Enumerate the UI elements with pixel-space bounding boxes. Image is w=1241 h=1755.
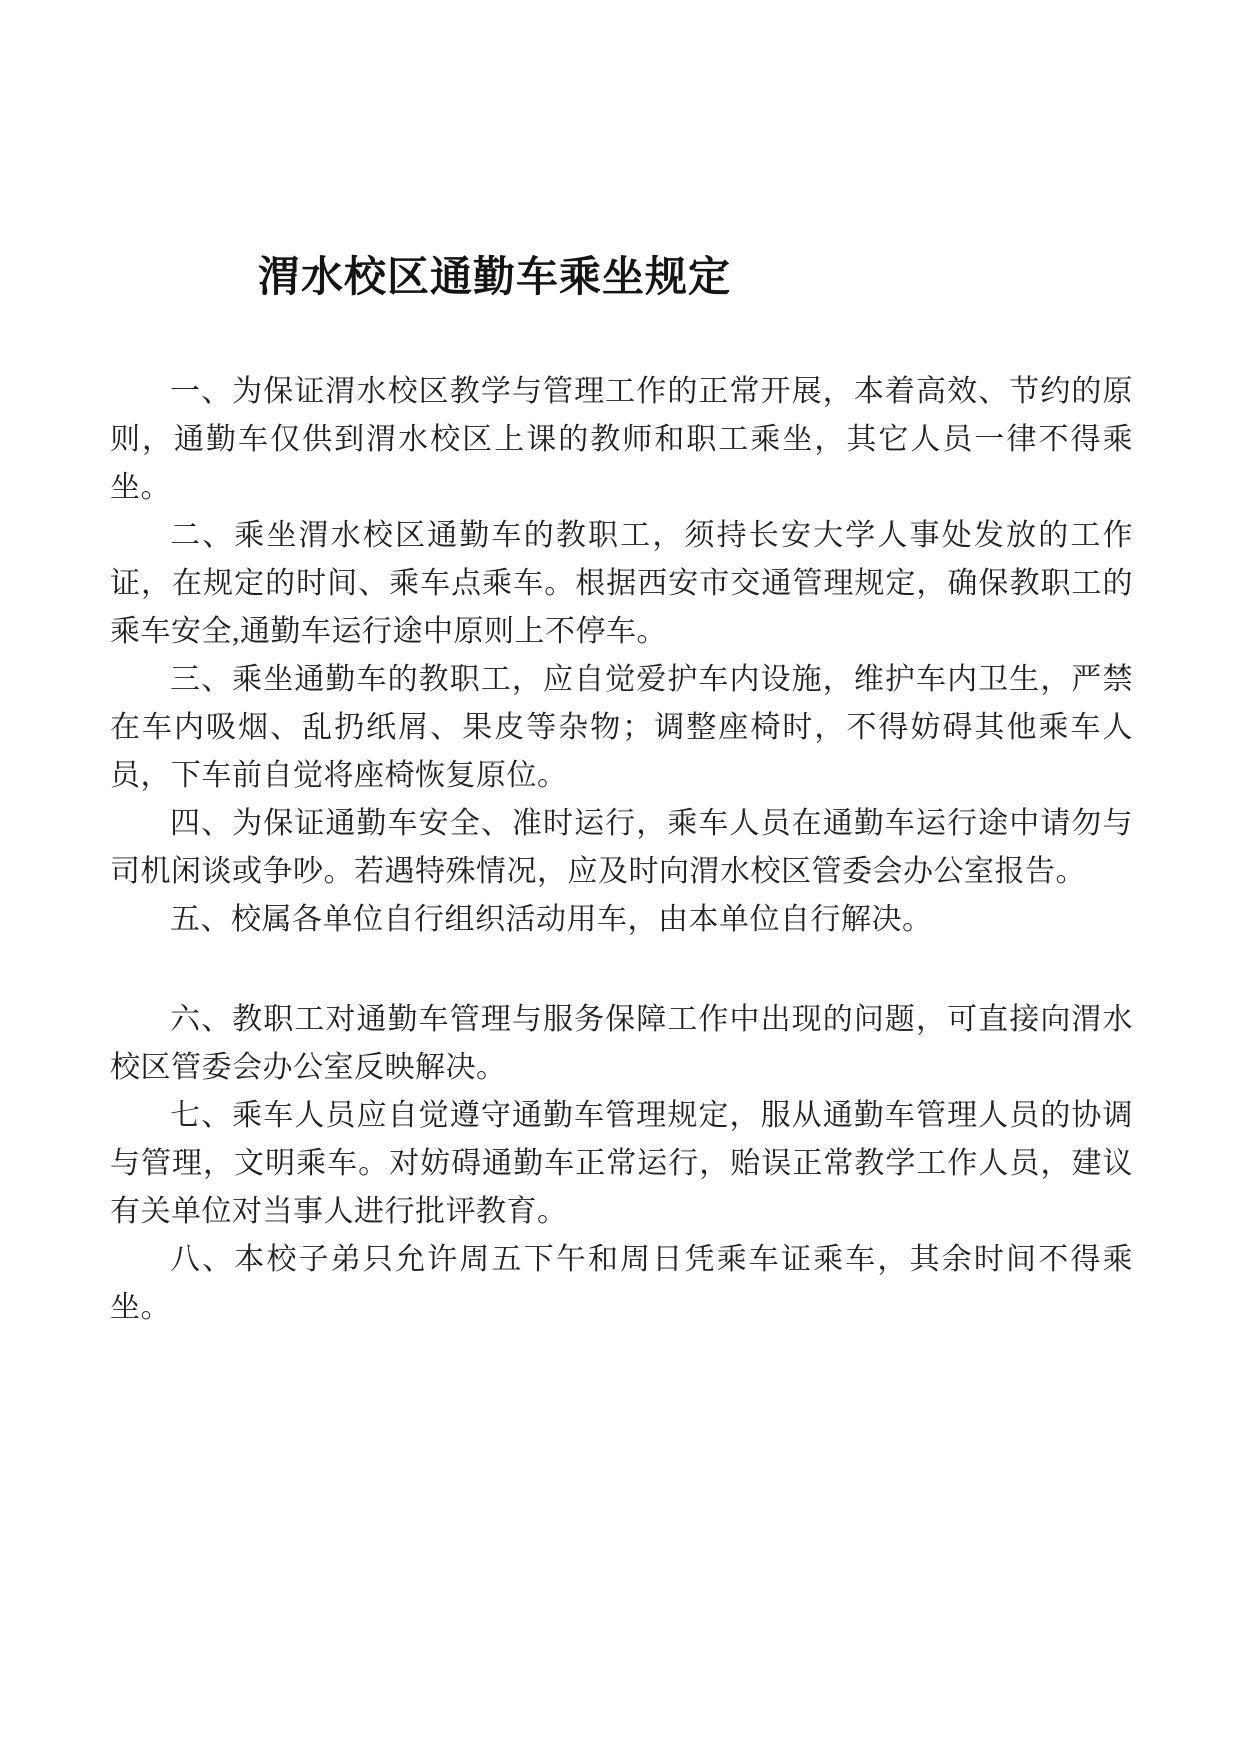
paragraph-6: 六、教职工对通勤车管理与服务保障工作中出现的问题，可直接向渭水校区管委会办公室反映解决。 (110, 1003, 1133, 1084)
paragraph-5: 五、校属各单位自行组织活动用车，由本单位自行解决。 (170, 903, 933, 936)
paragraph-8: 八、本校子弟只允许周五下午和周日凭乘车证乘车，其余时间不得乘坐。 (110, 1243, 1133, 1324)
paragraph-7: 七、乘车人员应自觉遵守通勤车管理规定，服从通勤车管理人员的协调与管理，文明乘车。对妨碍通勤车正常运行，贻误正常教学工作人员，建议有关单位对当事人进行批评教育。 (110, 1099, 1133, 1228)
paragraph-4: 四、为保证通勤车安全、准时运行，乘车人员在通勤车运行途中请勿与司机闲谈或争吵。若遇特殊情况，应及时向渭水校区管委会办公室报告。 (110, 807, 1133, 888)
document-body (110, 368, 1133, 1332)
document-title: 渭水校区通勤车乘坐规定 (258, 253, 732, 300)
paragraph-1: 一、为保证渭水校区教学与管理工作的正常开展，本着高效、节约的原则，通勤车仅供到渭水校区上课的教师和职工乘坐，其它人员一律不得乘坐。 (110, 375, 1133, 504)
paragraph-2: 二、乘坐渭水校区通勤车的教职工，须持长安大学人事处发放的工作证，在规定的时间、乘车点乘车。根据西安市交通管理规定，确保教职工的乘车安全,通勤车运行途中原则上不停车。 (110, 519, 1133, 648)
paragraph-3: 三、乘坐通勤车的教职工，应自觉爱护车内设施，维护车内卫生，严禁在车内吸烟、乱扔纸屑、果皮等杂物；调整座椅时，不得妨碍其他乘车人员，下车前自觉将座椅恢复原位。 (110, 663, 1133, 792)
